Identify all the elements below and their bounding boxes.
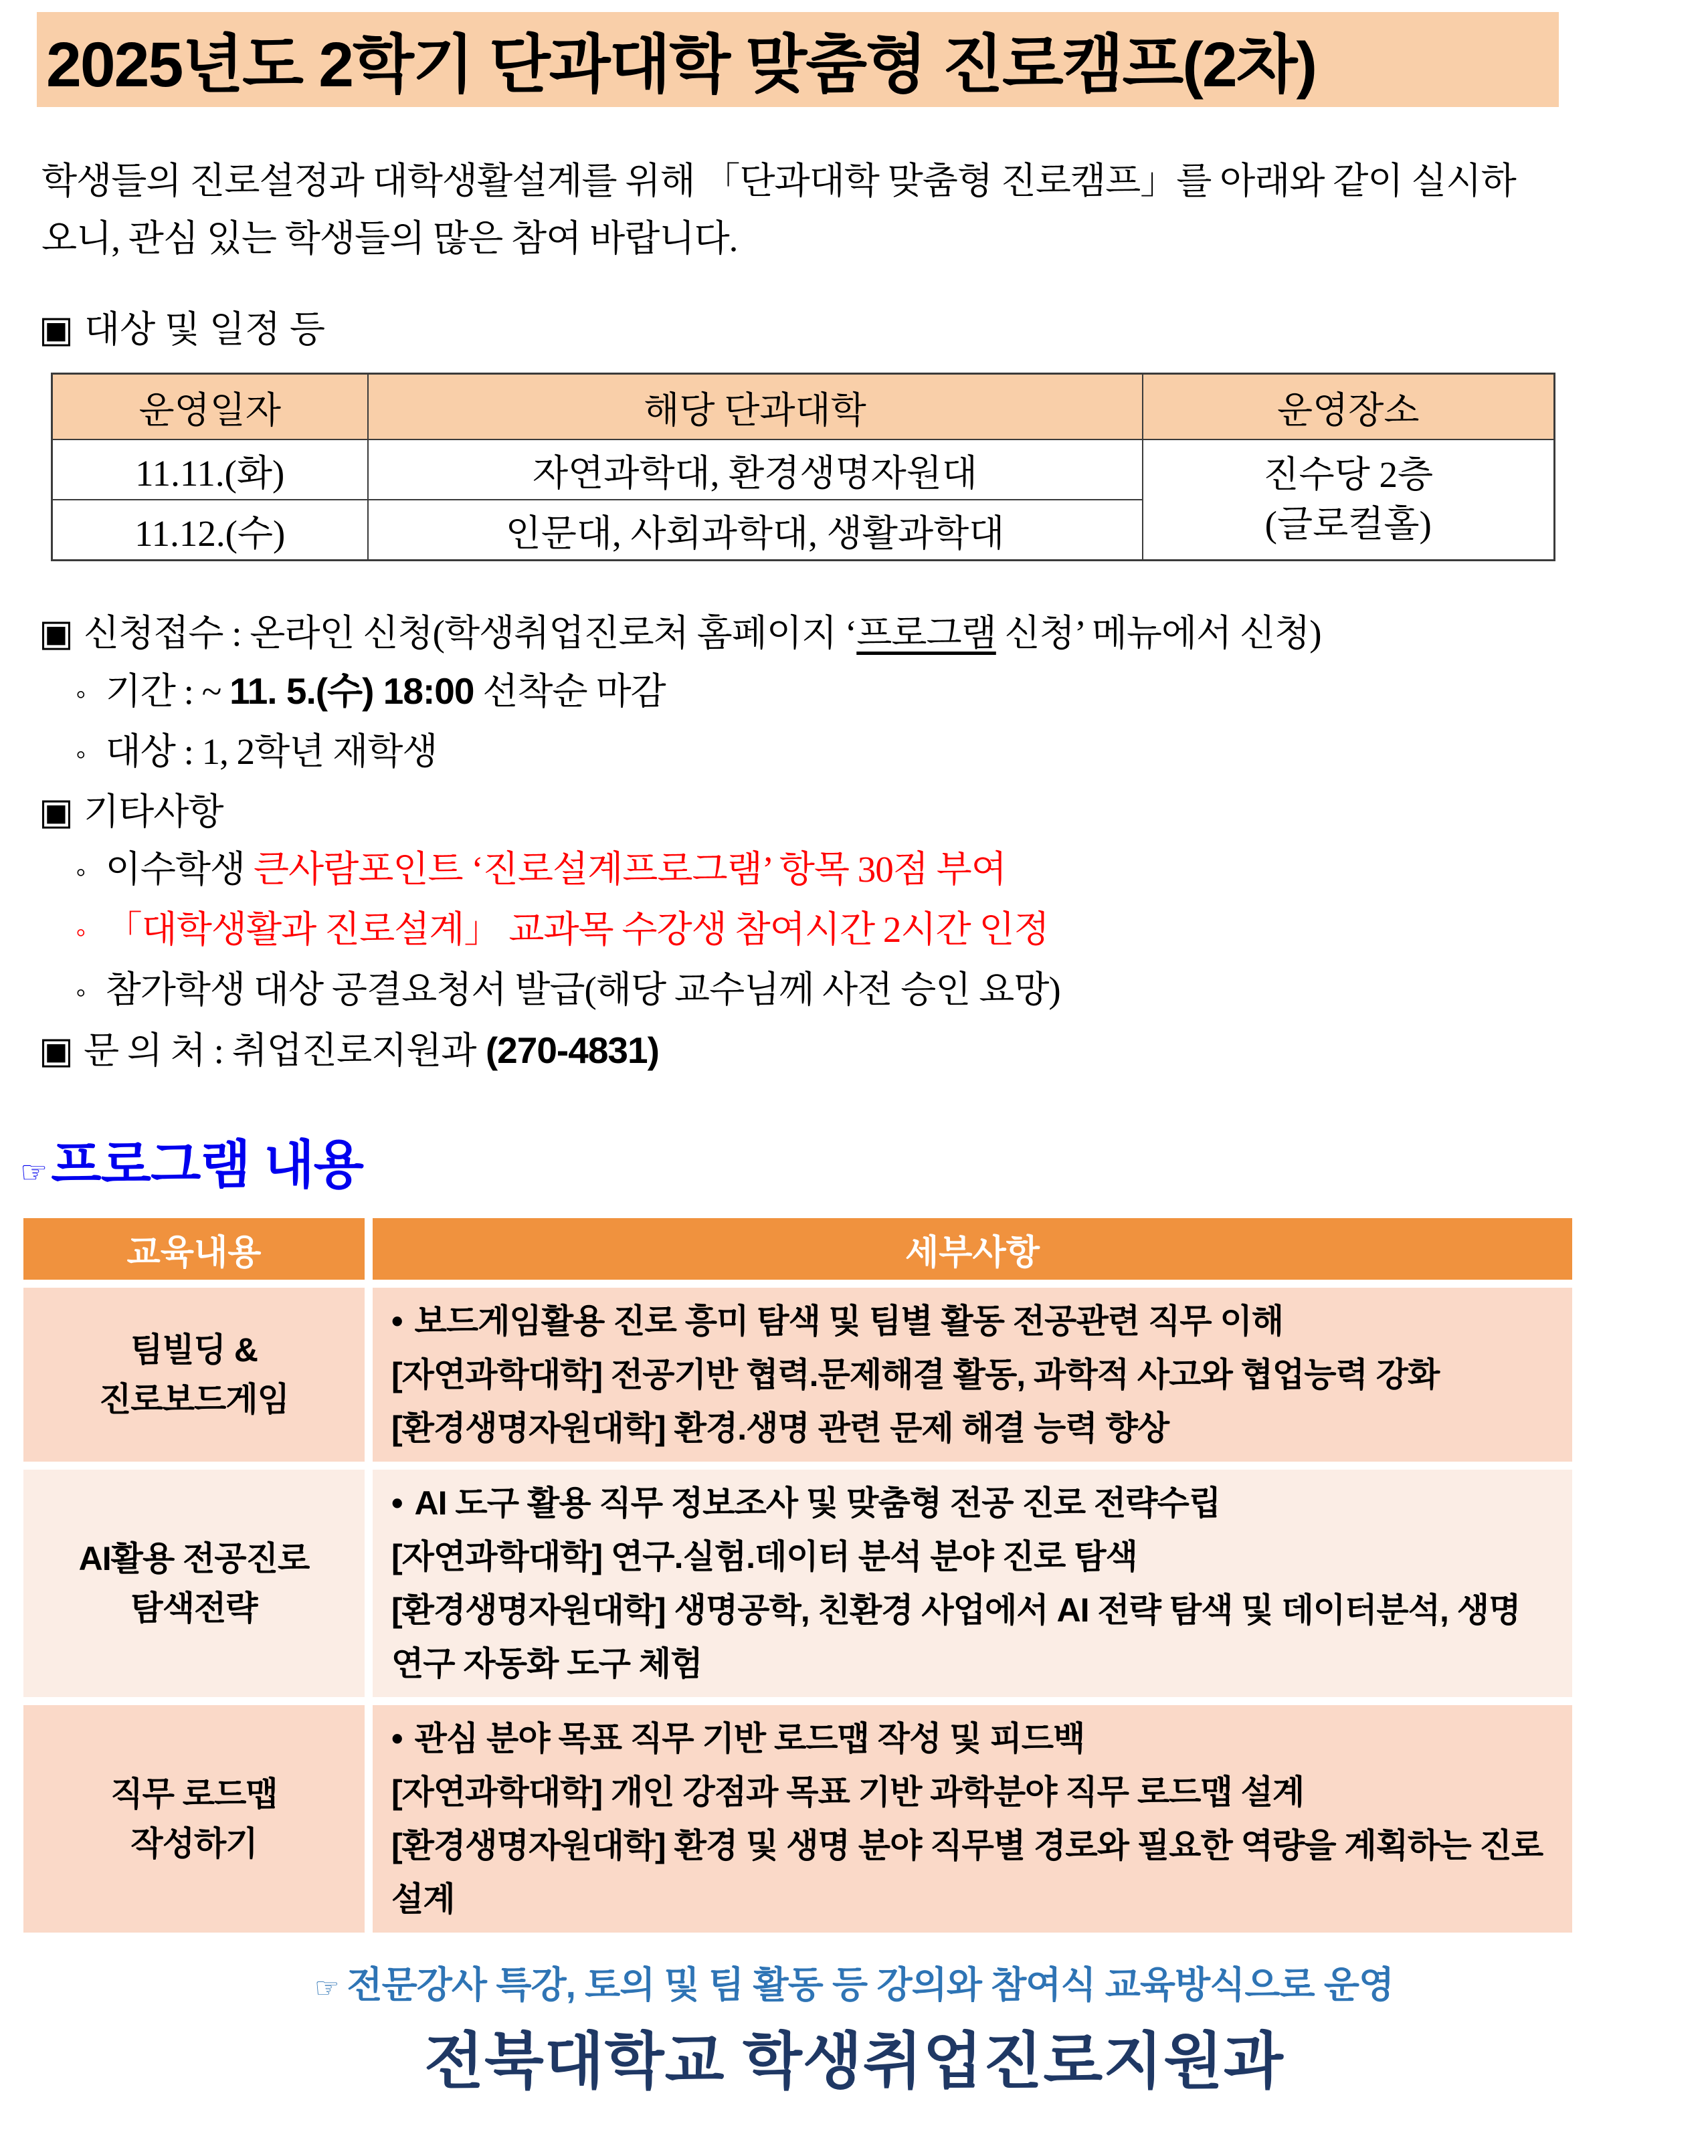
contact-phone: (270-4831)	[476, 1030, 659, 1071]
period-deadline: 11. 5.(수) 18:00	[229, 670, 474, 712]
college-cell: 자연과학대, 환경생명자원대	[368, 439, 1143, 500]
dot-bullet-icon: •	[391, 1484, 403, 1522]
program-section-heading	[20, 1123, 1708, 1198]
detail-line	[391, 1401, 1553, 1455]
program-row-title	[23, 1470, 365, 1697]
detail-text: 관심 분야 목표 직무 기반 로드맵 작성 및 피드백	[414, 1720, 1085, 1757]
venue-line-2: (글로컬홀)	[1264, 504, 1432, 545]
program-row-title	[23, 1705, 365, 1933]
circle-bullet-icon: ◦	[76, 856, 86, 888]
program-row-title	[23, 1288, 365, 1462]
program-row-title-line: 팀빌딩 &	[130, 1331, 258, 1369]
pointing-hand-icon: ☞	[314, 1972, 339, 2003]
detail-text: [자연과학대학] 개인 강점과 목표 기반 과학분야 직무 로드맵 설계	[391, 1773, 1305, 1811]
program-heading-label: 프로그램 내용	[51, 1135, 364, 1194]
schedule-table	[51, 373, 1555, 561]
program-row-title-line: 진로보드게임	[99, 1381, 289, 1418]
apply-text-post: 신청’ 메뉴에서 신청)	[995, 613, 1321, 654]
dot-bullet-icon: •	[391, 1302, 403, 1340]
detail-text: 보드게임활용 진로 흥미 탐색 및 팀별 활동 전공관련 직무 이해	[414, 1302, 1284, 1340]
detail-line	[391, 1712, 1553, 1765]
footer-note-text: 전문강사 특강, 토의 및 팀 활동 등 강의와 참여식 교육방식으로 운영	[347, 1964, 1394, 2005]
detail-text: [환경생명자원대학] 환경 및 생명 분야 직무별 경로와 필요한 역량을 계획하는 진로설계	[391, 1827, 1543, 1918]
circle-bullet-icon: ◦	[76, 976, 86, 1009]
schedule-row-1	[52, 439, 1555, 500]
pointing-hand-icon: ☞	[20, 1155, 48, 1189]
square-bullet-icon: ▣	[39, 613, 73, 654]
program-table	[23, 1218, 1572, 1933]
intro-paragraph: 학생들의 진로설정과 대학생활설계를 위해 「단과대학 맞춤형 진로캠프」를 아래와 같이 실시하오니, 관심 있는 학생들의 많은 참여 바랍니다.	[41, 161, 1516, 259]
detail-text: [환경생명자원대학] 환경.생명 관련 문제 해결 능력 향상	[391, 1409, 1169, 1447]
dot-bullet-icon: •	[391, 1720, 403, 1757]
point-award-line	[76, 850, 1708, 892]
period-label: 기간 : ~	[105, 671, 230, 712]
contact-label: 문 의 처 : 취업진로지원과	[83, 1030, 476, 1071]
program-row-title-line: 직무 로드맵	[110, 1775, 278, 1813]
detail-text: AI 도구 활용 직무 정보조사 및 맞춤형 전공 진로 전략수립	[414, 1484, 1221, 1522]
point-award-highlight: 큰사람포인트 ‘진로설계프로그램’ 항목 30점 부여	[253, 849, 1006, 890]
absence-request-text: 참가학생 대상 공결요청서 발급(해당 교수님께 사전 승인 요망)	[105, 969, 1060, 1010]
schedule-header-row	[52, 374, 1555, 440]
square-bullet-icon: ▣	[39, 309, 74, 350]
footer-note	[0, 1955, 1708, 2008]
detail-line	[391, 1819, 1553, 1926]
apply-label: 신청접수	[83, 613, 223, 654]
column-header-venue: 운영장소	[1143, 374, 1555, 440]
detail-text: [환경생명자원대학] 생명공학, 친환경 사업에서 AI 전략 탐색 및 데이터분석, 생명 연구 자동화 도구 체험	[391, 1591, 1521, 1682]
detail-text: [자연과학대학] 연구.실험.데이터 분석 분야 진로 탐색	[391, 1538, 1137, 1575]
venue-line-1: 진수당 2층	[1263, 454, 1434, 495]
detail-line	[391, 1348, 1553, 1401]
detail-line	[391, 1765, 1553, 1819]
target-text: 대상 : 1, 2학년 재학생	[105, 731, 438, 772]
course-credit-text: 「대학생활과 진로설계」 교과목 수강생 참여시간 2시간 인정	[105, 909, 1049, 950]
apply-text-pre: 온라인 신청(학생취업진로처 홈페이지 ‘	[250, 613, 857, 654]
period-line	[76, 671, 1708, 714]
program-row-title-line: AI활용 전공진로	[78, 1540, 310, 1577]
schedule-section-heading	[39, 300, 1708, 353]
title-bar	[37, 12, 1559, 107]
column-header-college: 해당 단과대학	[368, 374, 1143, 440]
venue-cell	[1143, 439, 1555, 561]
program-row-details	[373, 1288, 1572, 1462]
apply-separator: :	[223, 613, 250, 654]
target-line	[76, 732, 1708, 775]
contact-line	[39, 1030, 1708, 1071]
program-row-details	[373, 1705, 1572, 1933]
detail-text: [자연과학대학] 전공기반 협력.문제해결 활동, 과학적 사고와 협업능력 강화	[391, 1356, 1440, 1393]
page-title: 2025년도 2학기 단과대학 맞춤형 진로캠프(2차)	[46, 29, 1317, 100]
absence-request-line	[76, 970, 1708, 1013]
program-column-header-content: 교육내용	[23, 1218, 365, 1280]
program-row-details	[373, 1470, 1572, 1697]
course-credit-line	[76, 910, 1708, 953]
etc-label: 기타사항	[83, 791, 223, 832]
college-cell: 인문대, 사회과학대, 생활과학대	[368, 500, 1143, 561]
point-award-prefix: 이수학생	[105, 849, 254, 890]
date-cell: 11.11.(화)	[52, 439, 368, 500]
detail-line	[391, 1476, 1553, 1530]
period-rest: 선착순 마감	[474, 671, 666, 712]
etc-heading-line	[39, 792, 1708, 832]
info-list	[39, 613, 1708, 1071]
square-bullet-icon: ▣	[39, 1030, 73, 1071]
apply-line	[39, 613, 1708, 654]
circle-bullet-icon: ◦	[76, 738, 86, 771]
program-row-title-line: 탐색전략	[130, 1589, 258, 1627]
detail-line	[391, 1583, 1553, 1690]
program-column-header-details: 세부사항	[373, 1218, 1572, 1280]
program-row-title-line: 작성하기	[130, 1825, 258, 1862]
schedule-heading-label: 대상 및 일정 등	[84, 309, 325, 350]
column-header-date: 운영일자	[52, 374, 368, 440]
apply-text-underlined: 프로그램	[856, 613, 996, 654]
date-cell: 11.12.(수)	[52, 500, 368, 561]
square-bullet-icon: ▣	[39, 791, 73, 832]
footer-organization: 전북대학교 학생취업진로지원과	[424, 2028, 1284, 2096]
detail-line	[391, 1294, 1553, 1348]
circle-bullet-icon: ◦	[76, 916, 86, 949]
detail-line	[391, 1530, 1553, 1583]
circle-bullet-icon: ◦	[76, 678, 86, 710]
